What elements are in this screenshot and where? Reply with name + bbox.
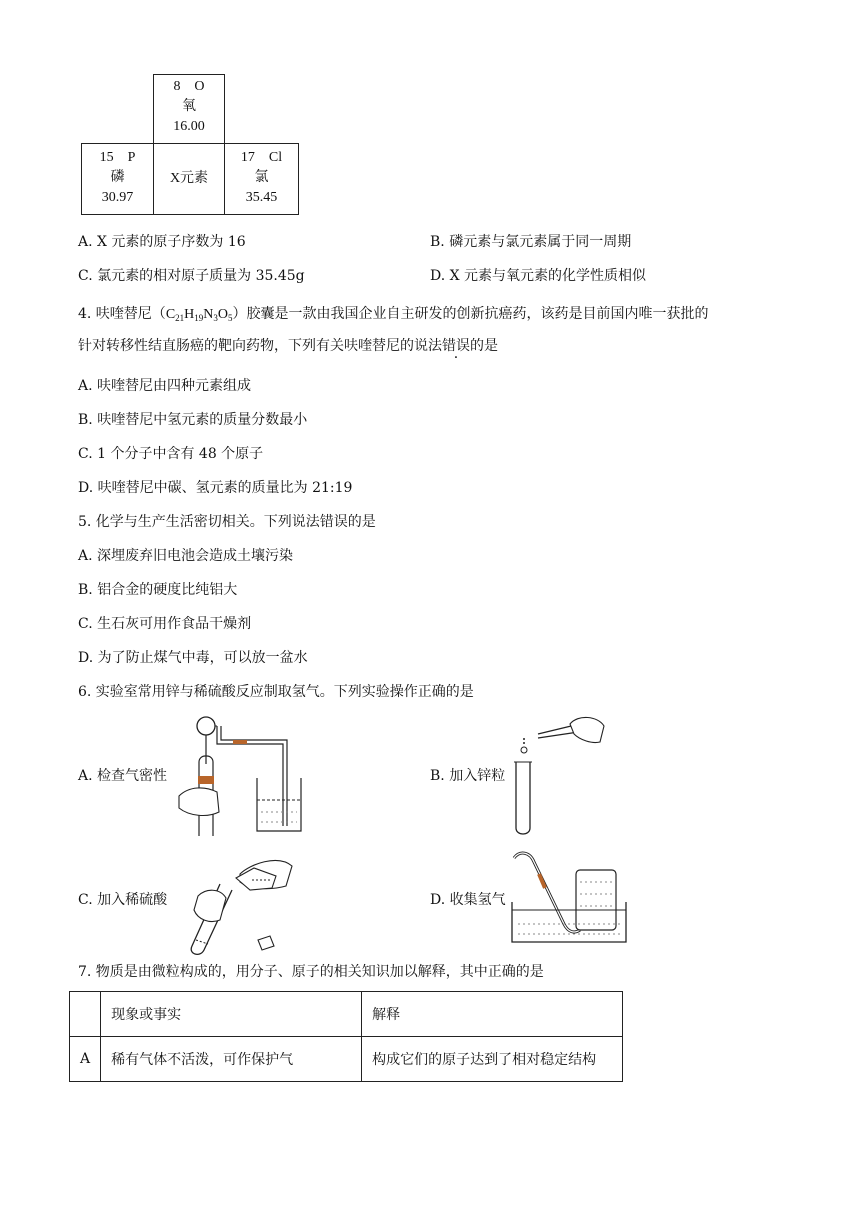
q4-option-a: A. 呋喹替尼由四种元素组成: [78, 378, 252, 394]
q7-stem: 7. 物质是由微粒构成的，用分子、原子的相关知识加以解释，其中正确的是: [78, 964, 544, 980]
q6-option-b: B. 加入锌粒: [430, 768, 506, 784]
q4-stem-part-b: ）胶囊是一款由我国企业自主研发的创新抗癌药，该药是目前国内唯一获批的: [232, 306, 709, 322]
formula-n-count: 3: [213, 313, 218, 323]
figure-zinc-granule: [508, 714, 608, 836]
q5-option-c: C. 生石灰可用作食品干燥剂: [78, 616, 252, 632]
chlorine-name: 氯: [254, 170, 269, 185]
phosphorus-mass: 30.97: [101, 190, 134, 205]
phosphorus-name: 磷: [110, 170, 125, 185]
phosphorus-number: 15 P: [99, 150, 136, 165]
figure-airtightness: [175, 716, 305, 836]
table-cell-key: A: [70, 1037, 101, 1082]
oxygen-name: 氧: [182, 99, 196, 114]
q4-option-b: B. 呋喹替尼中氢元素的质量分数最小: [78, 412, 308, 428]
q5-option-a: A. 深埋废弃旧电池会造成土壤污染: [78, 548, 294, 564]
q4-stem-part-a: 4. 呋喹替尼（: [78, 306, 166, 322]
table-header-fact: 现象或事实: [101, 992, 362, 1037]
figure-add-acid: [180, 836, 300, 956]
formula-n: N: [203, 307, 214, 322]
formula-h: H: [184, 307, 195, 322]
q4-emphasis: 错误: [442, 338, 470, 354]
formula-o: O: [217, 307, 229, 322]
cell-oxygen: [153, 74, 225, 144]
figure-collect-hydrogen: [510, 848, 630, 948]
formula-c-count: 21: [175, 313, 185, 323]
q4-stem-part-d: 的是: [470, 338, 498, 354]
q5-stem: 5. 化学与生产生活密切相关。下列说法错误的是: [78, 514, 376, 530]
q4-stem-line1: [78, 304, 709, 328]
q3-option-c: C. 氯元素的相对原子质量为 35.45g: [78, 268, 305, 284]
q6-stem: 6. 实验室常用锌与稀硫酸反应制取氢气。下列实验操作正确的是: [78, 684, 474, 700]
chlorine-number: 17 Cl: [240, 150, 283, 165]
oxygen-number: 8 O: [173, 79, 205, 94]
table-cell-fact: 稀有气体不活泼，可作保护气: [101, 1037, 362, 1082]
table-cell-explanation: 构成它们的原子达到了相对稳定结构: [362, 1037, 623, 1082]
q3-option-b: B. 磷元素与氯元素属于同一周期: [430, 234, 632, 250]
q6-option-d: D. 收集氢气: [430, 892, 506, 908]
formula-h-count: 19: [194, 313, 204, 323]
q7-table: [69, 991, 623, 1082]
q4-stem-part-c: 针对转移性结直肠癌的靶向药物，下列有关呋喹替尼的说法: [78, 338, 442, 354]
table-cell-empty: [70, 992, 101, 1037]
x-element-label: X元素: [169, 171, 209, 186]
cell-chlorine: [224, 143, 299, 215]
cell-phosphorus: [81, 143, 154, 215]
q5-option-d: D. 为了防止煤气中毒，可以放一盆水: [78, 650, 308, 666]
q3-option-d: D. X 元素与氧元素的化学性质相似: [430, 268, 647, 284]
q4-stem-line2: [78, 336, 498, 356]
oxygen-mass: 16.00: [173, 119, 205, 134]
q5-option-b: B. 铝合金的硬度比纯铝大: [78, 582, 238, 598]
cell-x: [153, 143, 225, 215]
table-row: [70, 992, 623, 1037]
q4-option-d: D. 呋喹替尼中碳、氢元素的质量比为 21:19: [78, 480, 353, 496]
q4-option-c: C. 1 个分子中含有 48 个原子: [78, 446, 264, 462]
q6-option-a: A. 检查气密性: [78, 768, 168, 784]
table-row: [70, 1037, 623, 1082]
chlorine-mass: 35.45: [245, 190, 278, 205]
table-header-explanation: 解释: [362, 992, 623, 1037]
q6-option-c: C. 加入稀硫酸: [78, 892, 168, 908]
formula-o-count: 5: [228, 313, 233, 323]
q4-formula: [166, 307, 233, 322]
q3-option-a: A. X 元素的原子序数为 16: [78, 234, 246, 250]
formula-c: C: [165, 307, 176, 322]
